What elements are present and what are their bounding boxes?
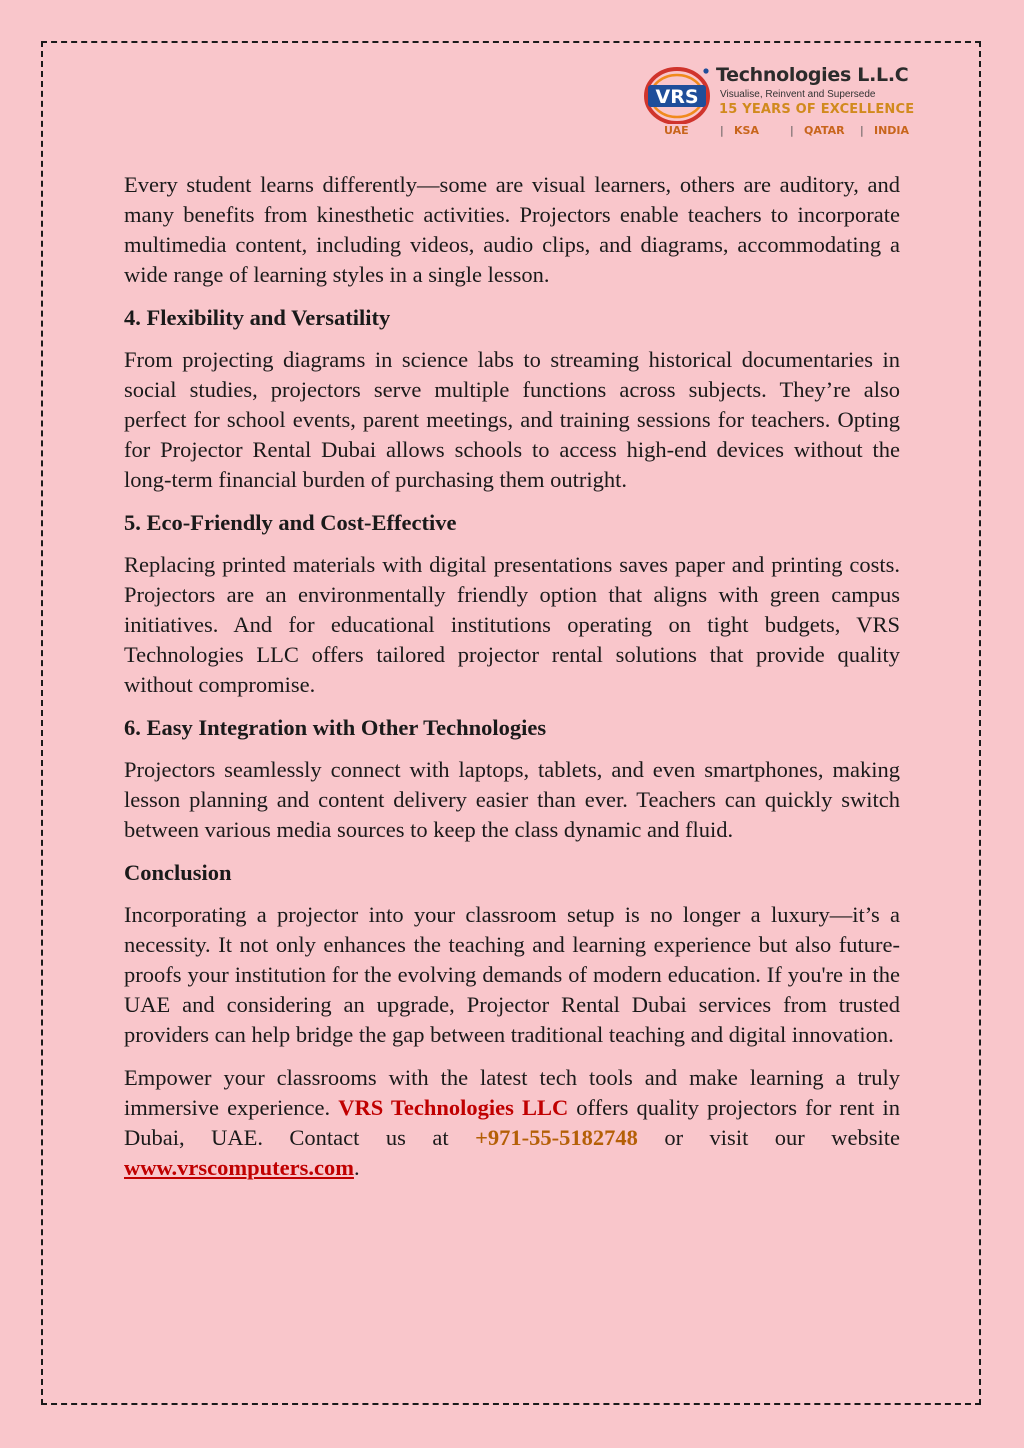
closing-end: . [353,1155,360,1180]
section-text-flexibility: From projecting diagrams in science labs to streaming historical documentaries in social studies, projectors serve multiple functions across subjects. They’re also perfect for school events, parent meetings, and training sessions for teachers. Opting for Projector Rental Dubai allows schools to access high-end devices without the long-term financial burden of purchasing them outright. [124,347,900,492]
region-separator: | [790,124,794,137]
section-text-conclusion: Incorporating a projector into your classroom setup is no longer a luxury—it’s a necessity. It not only enhances the teaching and learning experience but also future-proofs your institution for the evolving demands of modern education. If you're in the UAE and considering an upgrade, Projector Rental Dubai services from trusted providers can help bridge the gap between traditional teaching and digital innovation. [124,902,900,1047]
closing-text-2: offers quality projectors for rent in Dubai, UAE. Contact us at [124,1095,901,1150]
article-body [124,170,900,1196]
intro-paragraph: Every student learns differently—some are visual learners, others are auditory, and many benefits from kinesthetic activities. Projectors enable teachers to incorporate multimedia content, including videos, audio clips, and diagrams, accommodating a wide range of learning styles in a single lesson. [124,172,900,287]
section-heading-integration: 6. Easy Integration with Other Technologies [124,715,547,740]
region-india: INDIA [874,124,910,137]
company-logo [640,62,915,144]
contact-phone[interactable]: +971-55-5182748 [475,1125,638,1150]
brand-name-highlight: VRS Technologies LLC [338,1095,569,1120]
section-text-eco-friendly: Replacing printed materials with digital presentations saves paper and printing costs. Projectors are an environmentally friendly option that aligns with green campus initiatives. And for educational institutions operating on tight budgets, VRS Technologies LLC offers tailored projector rental solutions that provide quality without compromise. [124,552,900,697]
region-separator: | [720,124,724,137]
section-heading-flexibility: 4. Flexibility and Versatility [124,305,391,330]
region-qatar: QATAR [804,124,845,137]
section-heading-eco-friendly: 5. Eco-Friendly and Cost-Effective [124,510,457,535]
logo-mark-text: VRS [655,86,699,108]
website-link[interactable]: www.vrscomputers.com [124,1155,354,1180]
logo-tagline: Visualise, Reinvent and Supersede [720,89,876,100]
logo-years-badge: 15 YEARS OF EXCELLENCE [719,102,915,117]
section-heading-conclusion: Conclusion [124,860,232,885]
section-text-integration: Projectors seamlessly connect with laptops, tablets, and even smartphones, making lesson planning and content delivery easier than ever. Teachers can quickly switch between various media sources to keep the class dynamic and fluid. [124,757,900,842]
closing-paragraph [124,1063,900,1183]
logo-company-name: Technologies L.L.C [716,64,909,86]
region-ksa: KSA [734,124,759,137]
closing-text-1: Empower your classrooms with the latest tech tools and make learning a truly immersive experience. [124,1065,900,1120]
logo-regions [664,124,930,137]
region-separator: | [860,124,864,137]
region-uae: UAE [664,124,689,137]
vrs-logo-mark [640,64,714,124]
closing-text-3: or visit our website [637,1125,900,1150]
